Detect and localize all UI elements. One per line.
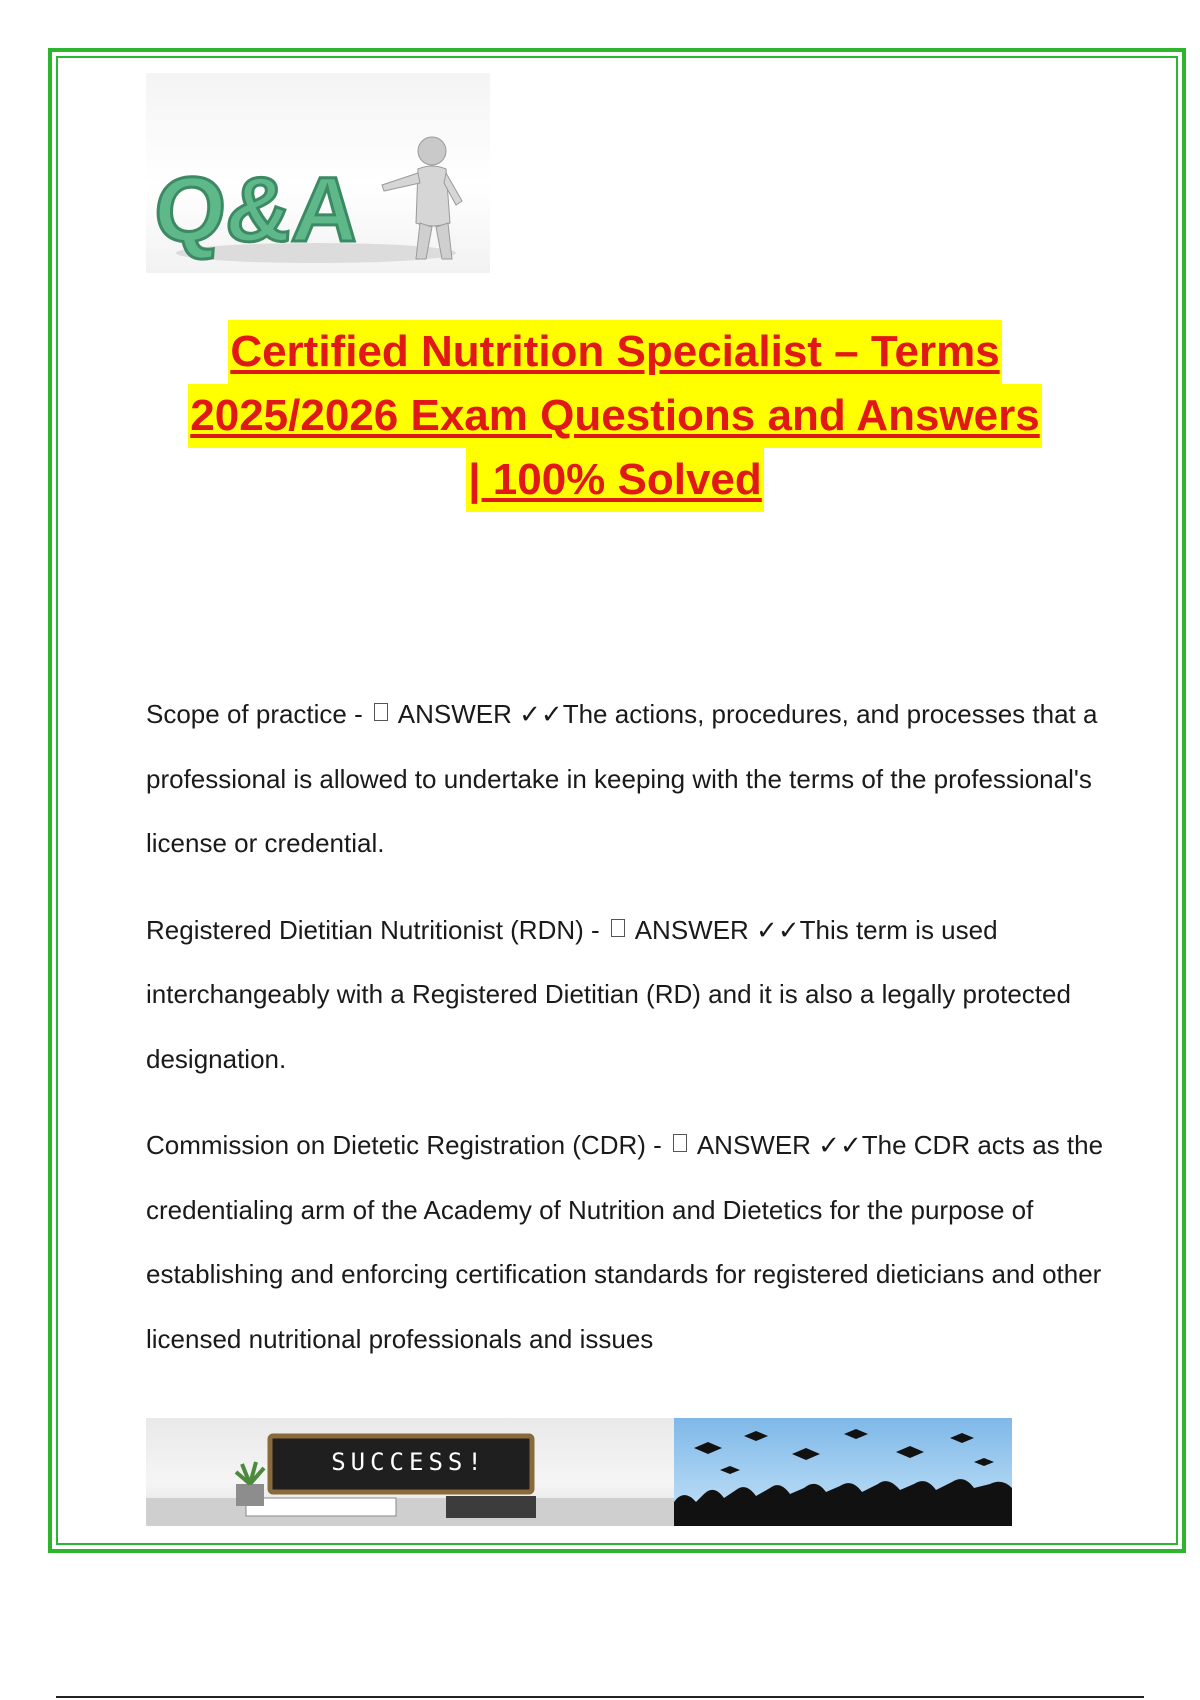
answer-marker-icon (611, 919, 625, 937)
answer-marker-icon (673, 1134, 687, 1152)
document-title (120, 320, 1110, 512)
qa-answer-label: ANSWER ✓✓ (691, 1130, 862, 1160)
qa-term: Scope of practice - (146, 699, 370, 729)
title-line-3: | 100% Solved (466, 448, 764, 512)
qa-logo-text: Q&A (150, 158, 363, 261)
qa-entry (146, 1113, 1106, 1371)
footer-rule (56, 1696, 1144, 1698)
qa-answer-label: ANSWER ✓✓ (392, 699, 563, 729)
qa-definition: The CDR acts as the credentialing arm of the Academy of Nutrition and Dietetics for the purpose of establishing and enforcing certification standards for registered dieticians and other licensed nutritional professionals and issues (146, 1130, 1104, 1354)
success-banner-image (146, 1418, 674, 1526)
qa-content (146, 682, 1106, 1393)
qa-figure-icon (146, 73, 490, 273)
graduation-banner-image (674, 1418, 1012, 1526)
qa-answer-label: ANSWER ✓✓ (628, 914, 800, 945)
qa-term: Commission on Dietetic Registration (CDR) - (146, 1130, 670, 1160)
qa-definition: The actions, procedures, and processes that a professional is allowed to undertake in keeping with the terms of the professional's license or credential. (146, 699, 1098, 858)
title-line-2: 2025/2026 Exam Questions and Answers (188, 384, 1041, 448)
qa-definition: This term is used interchangeably with a Registered Dietitian (RD) and it is also a legally protected designation. (146, 914, 1071, 1074)
title-line-1: Certified Nutrition Specialist – Terms (228, 320, 1001, 384)
qa-logo-image (146, 73, 490, 273)
graduation-caps-icon (674, 1418, 1012, 1526)
qa-entry (146, 898, 1106, 1092)
answer-marker-icon (374, 703, 388, 721)
chalkboard-text: SUCCESS! (331, 1448, 487, 1476)
qa-term: Registered Dietitian Nutritionist (RDN) - (146, 914, 607, 945)
qa-entry (146, 682, 1106, 876)
